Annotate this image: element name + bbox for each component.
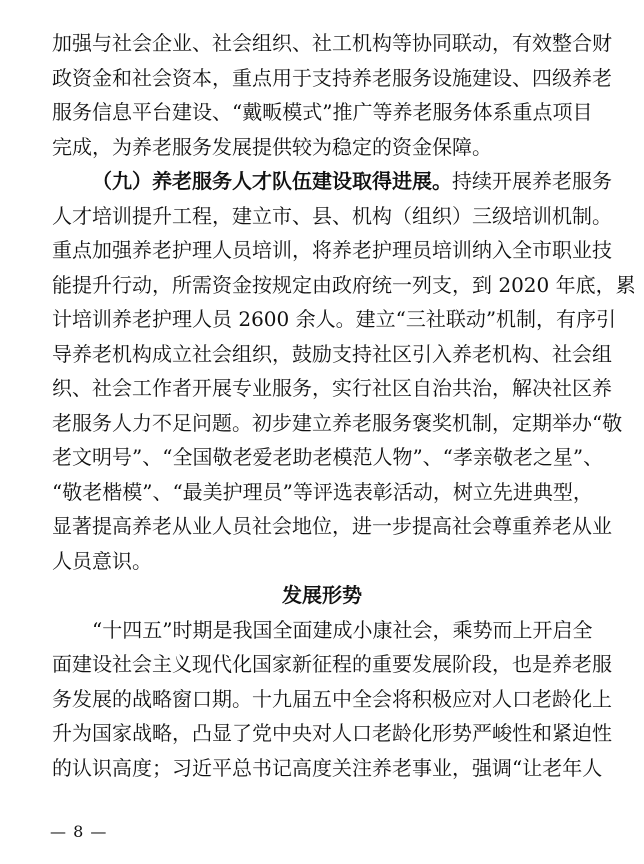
- text-line: 的认识高度；习近平总书记高度关注养老事业，强调“让老年人: [52, 755, 603, 780]
- text-line: 老文明号”、“全国敬老爱老助老模范人物”、“孝亲敬老之星”、: [52, 445, 604, 469]
- text-line: 面建设社会主义现代化国家新征程的重要发展阶段，也是养老服: [52, 652, 612, 676]
- text-line: 老服务人力不足问题。初步建立养老服务褒奖机制，定期举办“敬: [52, 410, 623, 435]
- text-run: 持续开展养老服务: [452, 169, 612, 193]
- text-line: [52, 164, 612, 199]
- paragraph-talent: [52, 164, 636, 578]
- text-line: 显著提高养老从业人员社会地位，进一步提高社会尊重养老从业: [52, 514, 612, 538]
- page-number: — 8 —: [50, 822, 108, 841]
- text-line: 人才培训提升工程，建立市、县、机构（组织）三级培训机制。: [52, 203, 612, 228]
- paragraph-situation: [52, 613, 612, 786]
- text-line: 政资金和社会资本，重点用于支持养老服务设施建设、四级养老: [52, 65, 612, 90]
- text-line: 务发展的战略窗口期。十九届五中全会将积极应对人口老龄化上: [52, 686, 612, 711]
- paragraph-funding: [52, 26, 612, 164]
- section-heading: 发展形势: [282, 583, 362, 607]
- text-line: 加强与社会企业、社会组织、社工机构等协同联动，有效整合财: [52, 31, 612, 55]
- text-line: “敬老楷模”、“最美护理员”等评选表彰活动，树立先进典型，: [52, 479, 593, 504]
- text-line: 织、社会工作者开展专业服务，实行社区自治共治，解决社区养: [52, 376, 612, 400]
- text-line: 人员意识。: [52, 548, 152, 573]
- section-lead: （九）养老服务人才队伍建设取得进展。: [92, 169, 452, 193]
- text-line: 计培训养老护理人员 2600 余人。建立“三社联动”机制，有序引: [52, 307, 617, 331]
- text-line: 能提升行动，所需资金按规定由政府统一列支，到 2020 年底，累: [52, 272, 636, 297]
- text-line: 服务信息平台建设、“戴畈模式”推广等养老服务体系重点项目: [52, 100, 593, 124]
- text-line: 重点加强养老护理人员培训，将养老护理员培训纳入全市职业技: [52, 238, 612, 262]
- text-line: 升为国家战略，凸显了党中央对人口老龄化形势严峻性和紧迫性: [52, 721, 612, 745]
- document-body: [52, 26, 636, 785]
- text-line: 完成，为养老服务发展提供较为稳定的资金保障。: [52, 134, 492, 159]
- text-line: 导养老机构成立社会组织，鼓励支持社区引入养老机构、社会组: [52, 341, 612, 366]
- text-line: “十四五”时期是我国全面建成小康社会，乘势而上开启全: [92, 617, 593, 642]
